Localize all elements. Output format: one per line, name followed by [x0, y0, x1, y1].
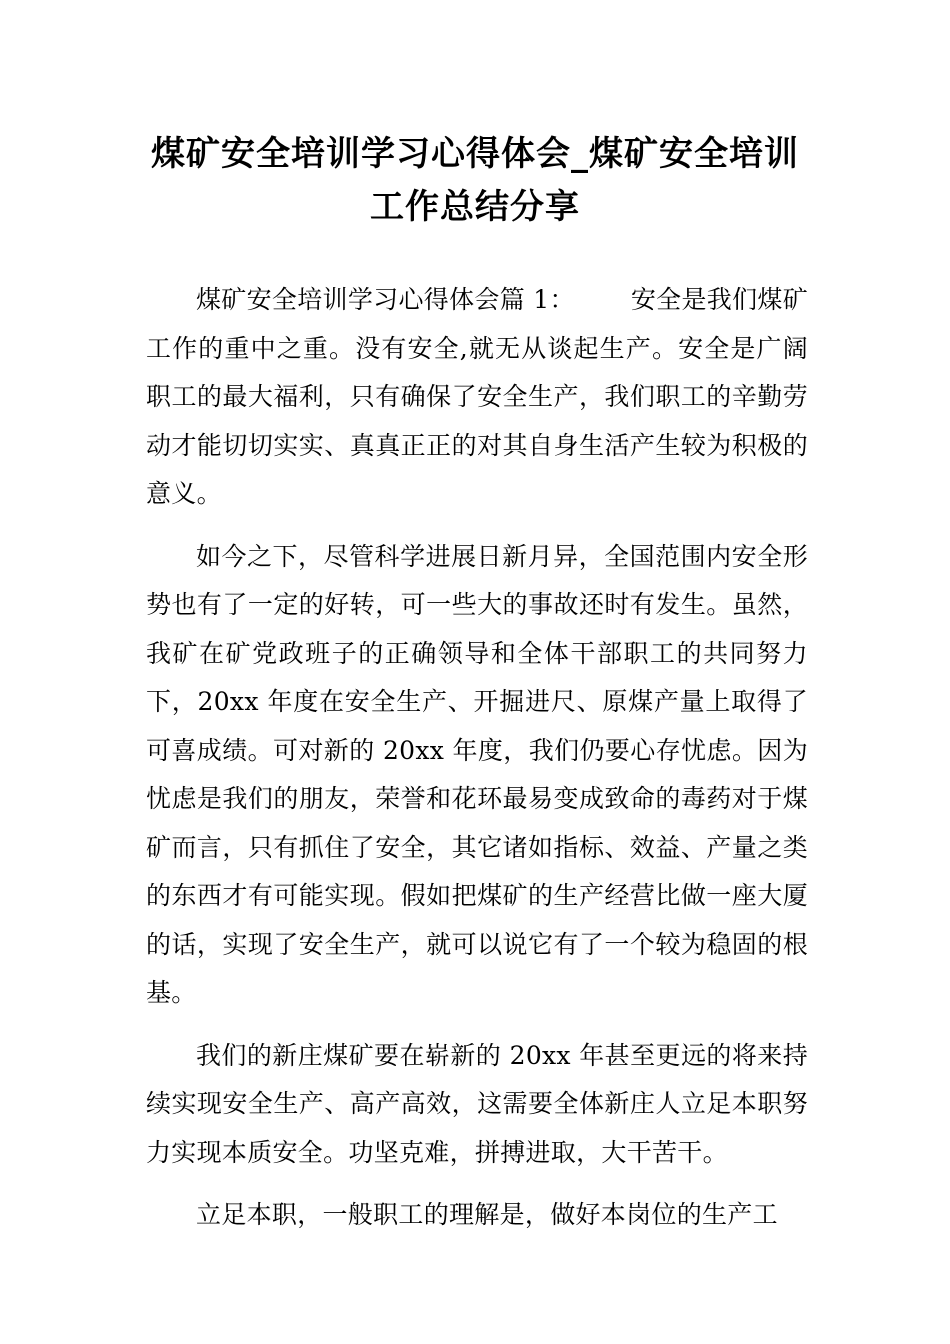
document-body	[146, 276, 808, 1254]
paragraph-1-text: 安全是我们煤矿工作的重中之重。没有安全,就无从谈起生产。安全是广阔职工的最大福利，只有确保了安全生产，我们职工的辛勤劳动才能切切实实、真真正正的对其自身生活产生较为积极的意义。	[146, 285, 809, 508]
paragraph-2: 如今之下，尽管科学进展日新月异，全国范围内安全形势也有了一定的好转，可一些大的事故还时有发生。虽然，我矿在矿党政班子的正确领导和全体干部职工的共同努力下，20xx 年度在安全生产、开掘进尺、原煤产量上取得了可喜成绩。可对新的 20xx 年度，我们仍要心存忧虑。因为忧虑是我们的朋友，荣誉和花环最易变成致命的毒药对于煤矿而言，只有抓住了安全，其它诸如指标、效益、产量之类的东西才有可能实现。假如把煤矿的生产经营比做一座大厦的话，实现了安全生产，就可以说它有了一个较为稳固的根基。	[146, 541, 808, 1007]
title-line-2: 工作总结分享	[370, 187, 580, 227]
paragraph-3: 我们的新庄煤矿要在崭新的 20xx 年甚至更远的将来持续实现安全生产、高产高效，这需要全体新庄人立足本职努力实现本质安全。功坚克难，拼搏进取，大干苦干。	[146, 1040, 808, 1167]
paragraph-1	[146, 276, 808, 519]
document-title	[140, 128, 810, 234]
section-heading: 煤矿安全培训学习心得体会篇 1：	[196, 285, 575, 314]
paragraph-4: 立足本职，一般职工的理解是，做好本岗位的生产工	[196, 1200, 778, 1229]
title-line-1: 煤矿安全培训学习心得体会_煤矿安全培训	[151, 134, 799, 174]
